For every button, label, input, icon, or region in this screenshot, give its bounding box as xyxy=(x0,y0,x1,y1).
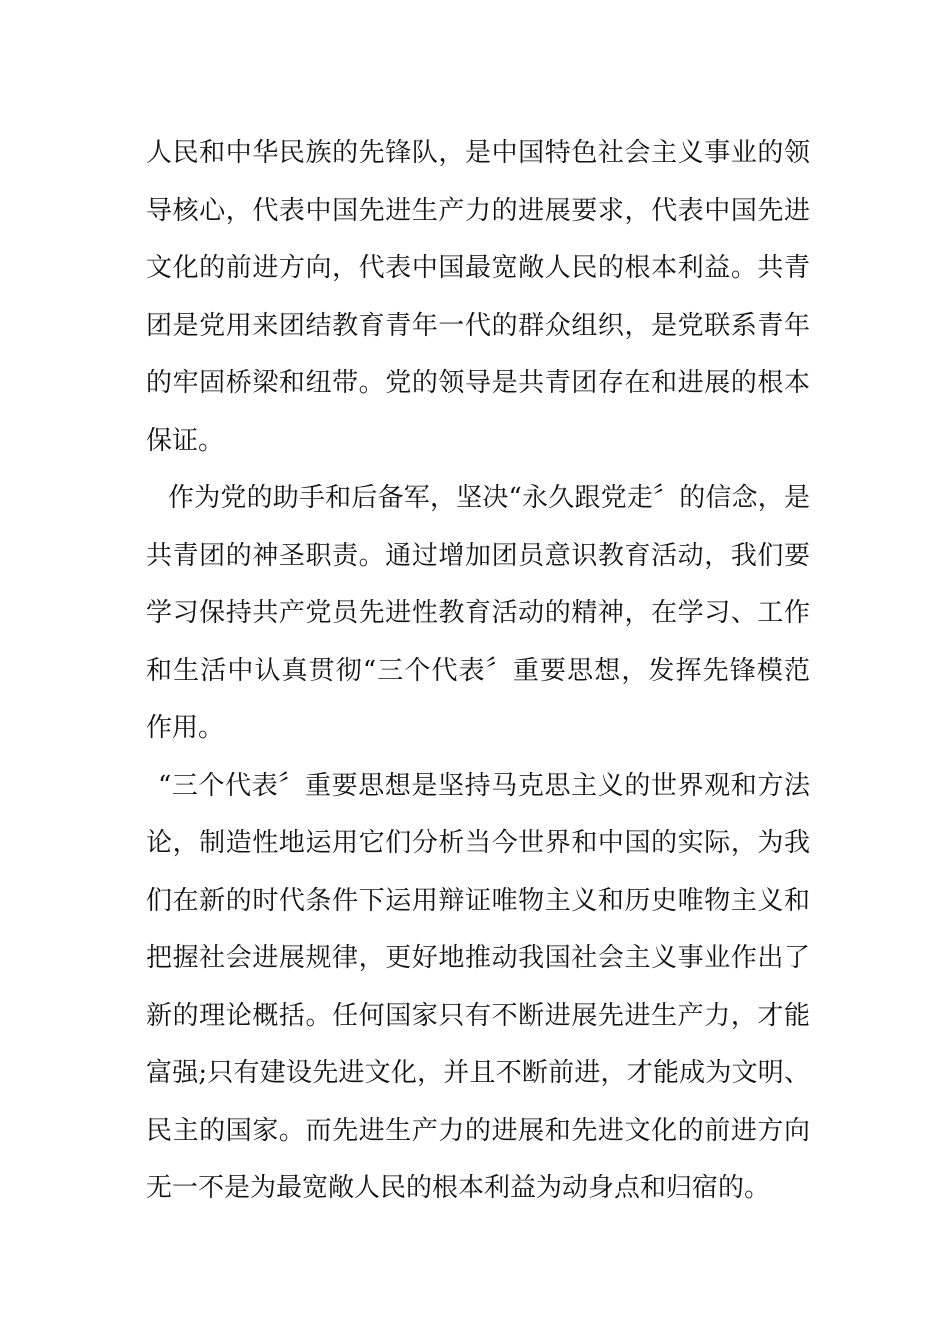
text-line: 和生活中认真贯彻“三个代表〞重要思想，发挥先锋模范 xyxy=(146,655,810,686)
text-line: 富强;只有建设先进文化，并且不断前进，才能成为文明、 xyxy=(146,1058,810,1088)
text-line: 共青团的神圣职责。通过增加团员意识教育活动，我们要 xyxy=(146,540,810,571)
text-line: 无一不是为最宽敞人民的根本利益为动身点和归宿的。 xyxy=(146,1173,771,1203)
text-line: 民主的国家。而先进生产力的进展和先进文化的前进方向 xyxy=(146,1115,810,1146)
text-line: 新的理论概括。任何国家只有不断进展先进生产力，才能 xyxy=(146,1000,810,1031)
text-line: 的牢固桥梁和纽带。党的领导是共青团存在和进展的根本 xyxy=(146,368,810,398)
text-line: 学习保持共产党员先进性教育活动的精神，在学习、工作 xyxy=(146,598,810,628)
text-line: 们在新的时代条件下运用辩证唯物主义和历史唯物主义和 xyxy=(146,885,810,916)
text-line: 把握社会进展规律，更好地推动我国社会主义事业作出了 xyxy=(146,943,810,973)
paragraph-first-line: “三个代表〞重要思想是坚持马克思主义的世界观和方法 xyxy=(158,770,810,801)
text-line: 作用。 xyxy=(146,713,225,743)
body-text xyxy=(146,130,810,1223)
text-line: 论，制造性地运用它们分析当今世界和中国的实际，为我 xyxy=(146,828,810,858)
text-line: 人民和中华民族的先锋队，是中国特色社会主义事业的领 xyxy=(146,138,810,168)
text-line: 保证。 xyxy=(146,425,225,456)
paragraph-first-line: 作为党的助手和后备军，坚决“永久跟党走〞的信念，是 xyxy=(168,483,810,513)
text-line: 导核心，代表中国先进生产力的进展要求，代表中国先进 xyxy=(146,195,810,226)
text-line: 团是党用来团结教育青年一代的群众组织，是党联系青年 xyxy=(146,310,810,341)
text-line: 文化的前进方向，代表中国最宽敞人民的根本利益。共青 xyxy=(146,253,810,283)
